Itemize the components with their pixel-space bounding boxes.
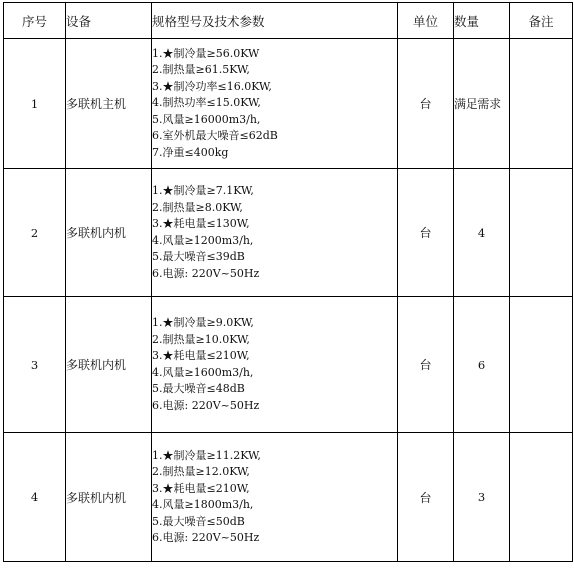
header-no: 序号 — [4, 3, 66, 39]
equipment-spec-table — [3, 2, 573, 562]
header-device: 设备 — [66, 3, 152, 39]
row-device: 多联机主机 — [66, 39, 152, 169]
header-qty: 数量 — [454, 3, 510, 39]
row-no: 2 — [4, 169, 66, 297]
spec-line: 6.室外机最大噪音≤62dB — [152, 129, 278, 143]
row-no: 4 — [4, 433, 66, 562]
row-unit: 台 — [398, 297, 454, 433]
spec-line: 4.制热功率≤15.0KW, — [152, 96, 261, 110]
row-no: 1 — [4, 39, 66, 169]
row-note — [510, 39, 573, 169]
row-spec — [152, 297, 398, 433]
spec-line: 2.制热量≥10.0KW, — [152, 332, 250, 346]
spec-line: 1.★制冷量≥56.0KW — [152, 46, 260, 60]
row-unit: 台 — [398, 39, 454, 169]
spec-line: 2.制热量≥8.0KW, — [152, 200, 243, 214]
spec-line: 2.制热量≥12.0KW, — [152, 465, 250, 478]
header-row — [4, 3, 573, 39]
spec-line: 5.最大噪音≤50dB — [152, 514, 245, 528]
spec-line: 5.风量≥16000m3/h, — [152, 112, 261, 126]
row-unit: 台 — [398, 433, 454, 562]
row-spec — [152, 39, 398, 169]
table-row — [4, 297, 573, 433]
spec-line: 4.风量≥1600m3/h, — [152, 365, 254, 379]
spec-line: 6.电源: 220V~50Hz — [152, 398, 260, 412]
spec-line: 5.最大噪音≤39dB — [152, 250, 245, 263]
spec-line: 5.最大噪音≤48dB — [152, 382, 245, 395]
table-row — [4, 433, 573, 562]
header-spec: 规格型号及技术参数 — [152, 3, 398, 39]
row-note — [510, 169, 573, 297]
row-note — [510, 297, 573, 433]
row-device: 多联机内机 — [66, 297, 152, 433]
row-qty: 4 — [454, 169, 510, 297]
table-row — [4, 39, 573, 169]
row-device: 多联机内机 — [66, 169, 152, 297]
spec-line: 6.电源: 220V~50Hz — [152, 531, 260, 544]
row-qty: 满足需求 — [454, 39, 510, 169]
spec-line: 2.制热量≥61.5KW, — [152, 63, 250, 77]
spec-line: 3.★耗电量≤210W, — [152, 349, 250, 362]
row-device: 多联机内机 — [66, 433, 152, 562]
spec-line: 7.净重≤400kg — [152, 145, 229, 159]
spec-line: 3.★耗电量≤210W, — [152, 481, 250, 495]
header-unit: 单位 — [398, 3, 454, 39]
row-qty: 6 — [454, 297, 510, 433]
row-qty: 3 — [454, 433, 510, 562]
row-spec — [152, 169, 398, 297]
row-spec — [152, 433, 398, 562]
row-no: 3 — [4, 297, 66, 433]
spec-line: 1.★制冷量≥9.0KW, — [152, 316, 254, 329]
table-row — [4, 169, 573, 297]
row-unit: 台 — [398, 169, 454, 297]
spec-line: 1.★制冷量≥11.2KW, — [152, 448, 261, 462]
spec-line: 4.风量≥1200m3/h, — [152, 233, 254, 247]
spec-line: 4.风量≥1800m3/h, — [152, 498, 254, 511]
header-note: 备注 — [510, 3, 573, 39]
spec-line: 3.★耗电量≤130W, — [152, 217, 250, 230]
spec-line: 3.★制冷功率≤16.0KW, — [152, 79, 272, 93]
spec-line: 6.电源: 220V~50Hz — [152, 266, 260, 280]
row-note — [510, 433, 573, 562]
spec-line: 1.★制冷量≥7.1KW, — [152, 184, 254, 197]
